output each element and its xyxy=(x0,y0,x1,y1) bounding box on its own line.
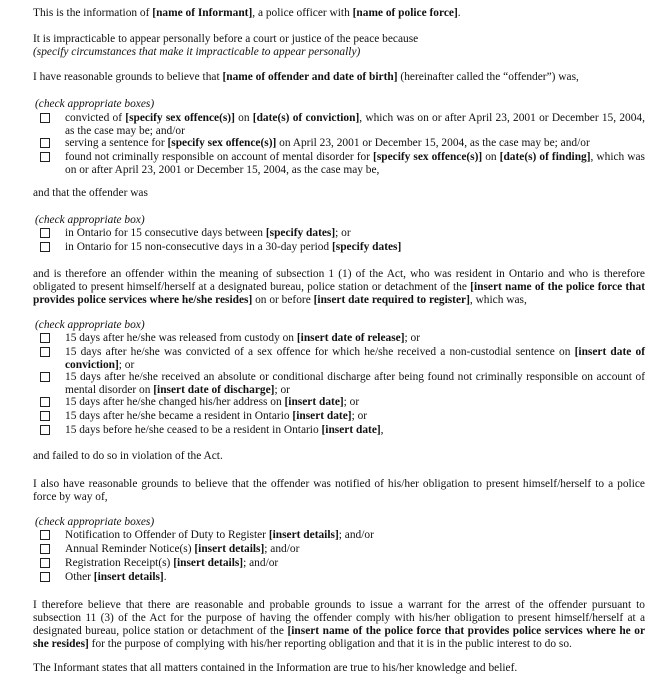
registration-receipt-option-text: Registration Receipt(s) [insert details]; and/or xyxy=(65,557,279,569)
released-option-text: 15 days after he/she was released from custody on [insert date of release]; or xyxy=(65,332,421,344)
ceased-resident-option-text: 15 days before he/she ceased to be a resident in Ontario [insert date], xyxy=(65,424,384,436)
offender-meaning-paragraph: and is therefore an offender within the meaning of subsection 1 (1) of the Act, who was resident in Ontario and who is therefore obligated to present himself/herself at a designated bureau, police station or detachment of the [insert name of the police force that provides police services where he/she resides] on or before [insert date required to register], which was, xyxy=(33,268,645,306)
non-custodial-option-text: 15 days after he/she was convicted of a sex offence for which he/she received a non-custodial sentence on [insert date of conviction]; or xyxy=(65,346,645,371)
non-custodial-checkbox[interactable] xyxy=(40,347,50,357)
other-option-text: Other [insert details]. xyxy=(65,571,167,583)
non-consecutive-days-checkbox[interactable] xyxy=(40,242,50,252)
released-checkbox[interactable] xyxy=(40,333,50,343)
conviction-checkbox[interactable] xyxy=(40,113,50,123)
offender-was-paragraph: and that the offender was xyxy=(33,187,148,199)
conviction-option-text: convicted of [specify sex offence(s)] on [date(s) of conviction], which was on or after April 23, 2001 or December 15, 2004, as the case may be; and/or xyxy=(65,112,645,137)
informant-statement: The Informant states that all matters contained in the Information are true to his/her knowledge and belief. xyxy=(33,662,518,674)
warrant-grounds-paragraph: I therefore believe that there are reasonable and probable grounds to issue a warrant for the arrest of the offender pursuant to subsection 11 (3) of the Act for the purpose of having the offender comply with his/her obligation to present himself/herself at a designated bureau, police station or detachment of the [insert name of the police force that provides police services where he or she resides] for the purpose of complying with his/her reporting obligation and that it is in the public interest to do so. xyxy=(33,599,645,650)
notification-duty-checkbox[interactable] xyxy=(40,530,50,540)
impracticable-paragraph: It is impracticable to appear personally before a court or justice of the peace because (specify circumstances that make it impracticable to appear personally) xyxy=(33,33,419,58)
annual-reminder-option-text: Annual Reminder Notice(s) [insert details]; and/or xyxy=(65,543,300,555)
discharge-checkbox[interactable] xyxy=(40,372,50,382)
registration-receipt-checkbox[interactable] xyxy=(40,558,50,568)
not-responsible-checkbox[interactable] xyxy=(40,152,50,162)
other-checkbox[interactable] xyxy=(40,572,50,582)
non-consecutive-days-option-text: in Ontario for 15 non-consecutive days in a 30-day period [specify dates] xyxy=(65,241,402,253)
grounds-paragraph: I have reasonable grounds to believe that [name of offender and date of birth] (hereinafter called the “offender”) was, xyxy=(33,71,579,83)
group2-heading: (check appropriate box) xyxy=(35,214,145,226)
ceased-resident-checkbox[interactable] xyxy=(40,425,50,435)
group1-heading: (check appropriate boxes) xyxy=(35,98,155,110)
group3-heading: (check appropriate box) xyxy=(35,319,145,331)
discharge-option-text: 15 days after he/she received an absolute or conditional discharge after being found not criminally responsible on account of mental disorder on [insert date of discharge]; or xyxy=(65,371,645,396)
serving-sentence-checkbox[interactable] xyxy=(40,138,50,148)
notification-paragraph: I also have reasonable grounds to believe that the offender was notified of his/her obligation to present himself/herself to a police force by way of, xyxy=(33,478,645,503)
notification-duty-option-text: Notification to Offender of Duty to Register [insert details]; and/or xyxy=(65,529,374,541)
annual-reminder-checkbox[interactable] xyxy=(40,544,50,554)
address-change-checkbox[interactable] xyxy=(40,397,50,407)
group4-heading: (check appropriate boxes) xyxy=(35,516,155,528)
consecutive-days-option-text: in Ontario for 15 consecutive days between [specify dates]; or xyxy=(65,227,351,239)
address-change-option-text: 15 days after he/she changed his/her address on [insert date]; or xyxy=(65,396,360,408)
intro-paragraph: This is the information of [name of Informant], a police officer with [name of police force]. xyxy=(33,7,461,19)
violation-paragraph: and failed to do so in violation of the Act. xyxy=(33,450,223,462)
consecutive-days-checkbox[interactable] xyxy=(40,228,50,238)
became-resident-checkbox[interactable] xyxy=(40,411,50,421)
became-resident-option-text: 15 days after he/she became a resident in Ontario [insert date]; or xyxy=(65,410,368,422)
serving-sentence-option-text: serving a sentence for [specify sex offence(s)] on April 23, 2001 or December 15, 2004, as the case may be; and/or xyxy=(65,137,590,149)
not-responsible-option-text: found not criminally responsible on account of mental disorder for [specify sex offence(s)] on [date(s) of finding], which was on or after April 23, 2001 or December 15, 2004, as the case may be, xyxy=(65,151,645,176)
